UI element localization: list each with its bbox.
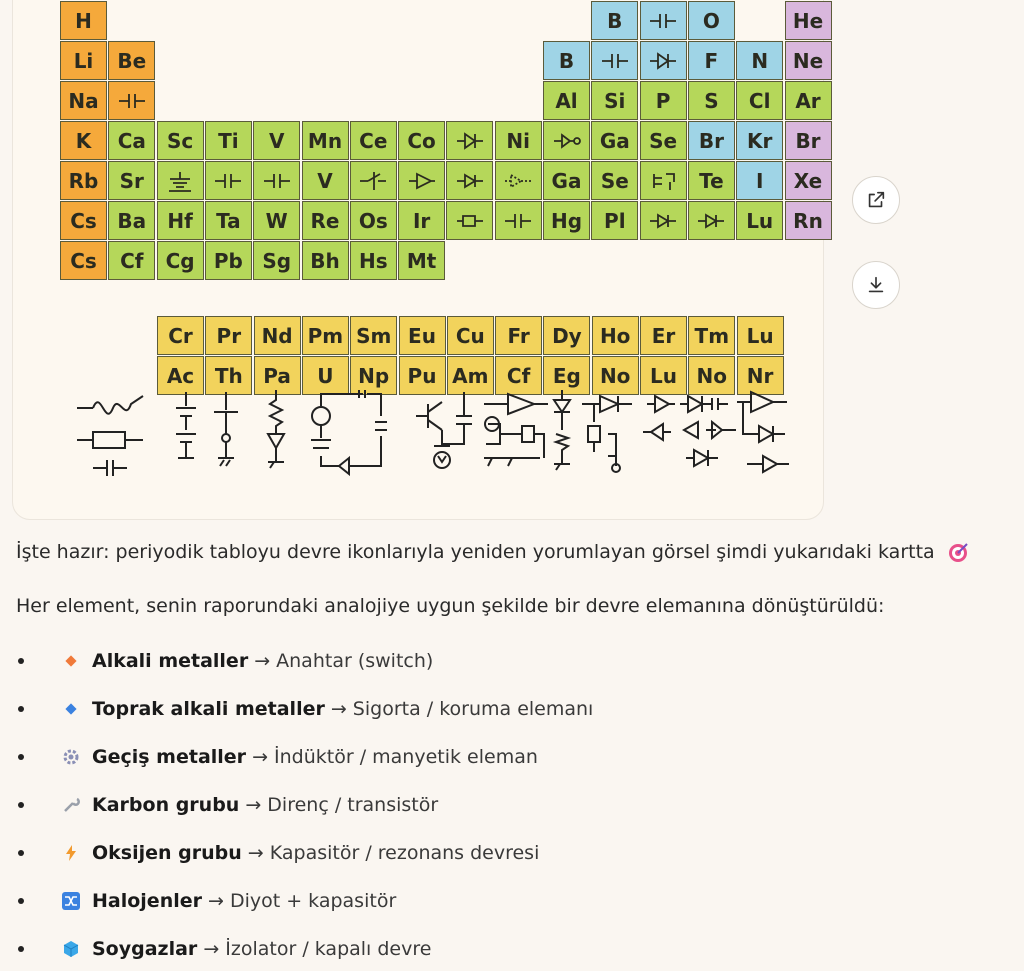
gear-icon [60,746,82,768]
element-cell [60,41,107,80]
diode-icon [455,130,485,152]
element-symbol: Eg [552,363,581,388]
list-item-title: Halojenler [92,890,202,912]
element-symbol: Tm [694,323,730,348]
element-cell [688,1,735,40]
element-cell [253,241,300,280]
list-item-text: → İndüktör / manyetik eleman [252,746,538,768]
element-symbol: Br [795,128,821,153]
element-symbol: Pb [213,248,243,273]
f-block-cell [640,316,687,355]
element-cell-relay-icon [640,161,687,200]
switch-icon [358,170,388,192]
element-symbol: Nd [261,323,293,348]
element-symbol: W [265,208,288,233]
element-cell-cap-icon [253,161,300,200]
element-cell [543,161,590,200]
element-symbol: U [317,363,334,388]
element-symbol: Cf [506,363,531,388]
element-cell [543,201,590,240]
element-symbol: P [655,88,671,113]
element-symbol: Lu [746,208,774,233]
element-symbol: Np [358,363,390,388]
tri-icon [407,170,437,192]
circuit-symbol [77,396,143,476]
element-cell [543,41,590,80]
f-block-cell [254,316,301,355]
element-symbol: Hg [550,208,583,233]
element-cell [108,121,155,160]
element-cell [785,161,832,200]
element-symbol: Ne [792,48,824,73]
list-item [16,742,538,772]
element-cell [157,121,204,160]
list-item-text: → Direnç / transistör [245,794,439,816]
circuit-symbols-row [73,386,803,476]
element-cell [495,121,542,160]
circuit-symbol [643,396,675,440]
element-cell [688,161,735,200]
element-symbol: Be [117,48,147,73]
element-symbol: S [704,88,719,113]
f-block-cell [543,316,590,355]
list-item-title: Geçiş metaller [92,746,247,768]
element-symbol: O [702,8,720,33]
element-symbol: Te [699,168,724,193]
element-cell-ground-icon [157,161,204,200]
element-cell-cap-icon [205,161,252,200]
element-cell [108,161,155,200]
element-cell [157,201,204,240]
list-item-title: Toprak alkali metaller [92,698,325,720]
bullet-dot [18,658,24,664]
element-symbol: Sc [166,128,194,153]
element-symbol: Cg [165,248,195,273]
element-symbol: Hf [167,208,193,233]
element-cell [398,241,445,280]
element-cell [253,121,300,160]
element-cell-diode2-icon [543,121,590,160]
element-symbol: B [558,48,575,73]
element-symbol: I [755,168,764,193]
element-symbol: Ar [795,88,821,113]
element-symbol: Br [698,128,724,153]
message-line-2: Her element, senin raporundaki analojiye uygun şekilde bir devre elemanına dönüştürüldü: [16,595,885,617]
element-symbol: N [751,48,769,73]
element-cell [205,121,252,160]
element-cell [688,41,735,80]
element-symbol: Th [214,363,243,388]
element-symbol: Lu [746,323,774,348]
element-symbol: Er [651,323,676,348]
bullet-dot [18,898,24,904]
element-cell [785,201,832,240]
element-cell [60,241,107,280]
relay-icon [648,170,678,192]
list-item-text: → Diyot + kapasitör [207,890,397,912]
element-cell [785,1,832,40]
download-button[interactable] [852,261,900,309]
element-cell [736,161,783,200]
element-symbol: Pr [216,323,242,348]
element-symbol: B [607,8,623,33]
f-block-cell [495,316,542,355]
element-cell [736,41,783,80]
list-item-text: → Kapasitör / rezonans devresi [247,842,540,864]
element-symbol: Sm [356,323,392,348]
element-cell [60,161,107,200]
element-symbol: Co [407,128,436,153]
list-item [16,646,433,676]
element-symbol: Cs [70,208,97,233]
list-item-title: Alkali metaller [92,650,249,672]
element-cell-tri2-icon [495,161,542,200]
blue-diamond-icon [60,698,82,720]
element-cell [688,81,735,120]
bullet-dot [18,802,24,808]
element-cell [60,121,107,160]
element-symbol: Ho [599,323,631,348]
element-cell-res-icon [446,201,493,240]
f-block-cell [592,316,639,355]
lightning-icon [60,842,82,864]
element-cell [302,161,349,200]
element-cell-led-icon [640,41,687,80]
element-cell-diode4-icon [688,201,735,240]
list-item [16,934,431,964]
f-block-cell [737,316,784,355]
element-symbol: Am [452,363,489,388]
element-cell-cap-icon [640,1,687,40]
element-symbol: Os [358,208,388,233]
element-symbol: Pu [407,363,437,388]
element-symbol: Mt [406,248,437,273]
element-cell [60,81,107,120]
element-cell [640,121,687,160]
element-cell [785,121,832,160]
list-item-text: → Anahtar (switch) [254,650,434,672]
tri2-icon [503,170,533,192]
element-symbol: Se [649,128,678,153]
element-symbol: Pa [263,363,291,388]
wrench-icon [60,794,82,816]
diode4-icon [696,210,726,232]
diode3-icon [455,170,485,192]
diode4-icon [648,210,678,232]
element-cell [591,81,638,120]
circuit-symbol [554,390,570,470]
element-cell [640,81,687,120]
element-cell-switch-icon [350,161,397,200]
target-icon [947,542,969,564]
element-symbol: Lu [650,363,677,388]
element-cell [785,41,832,80]
element-cell [785,81,832,120]
element-symbol: Sr [119,168,144,193]
element-symbol: Ir [412,208,431,233]
element-cell [591,1,638,40]
f-block-cell [399,316,446,355]
generated-image-card [12,0,824,520]
cap-icon [213,170,243,192]
element-cell [157,241,204,280]
element-symbol: Ga [551,168,582,193]
element-cell [253,201,300,240]
element-cell [108,201,155,240]
bullet-dot [18,754,24,760]
download-icon [865,274,887,296]
element-cell [108,41,155,80]
element-symbol: V [317,168,333,193]
element-cell [205,201,252,240]
circuit-symbol [484,394,548,466]
message-line-1 [16,541,1024,564]
cap-icon [648,10,678,32]
bullet-dot [18,946,24,952]
list-item-text: → Sigorta / koruma elemanı [330,698,594,720]
element-symbol: F [704,48,719,73]
element-symbol: Rb [68,168,99,193]
share-icon [865,189,887,211]
element-symbol: He [792,8,824,33]
element-symbol: No [599,363,631,388]
element-symbol: Re [310,208,340,233]
element-cell-tri-icon [398,161,445,200]
element-cell-diode4-icon [640,201,687,240]
bullet-dot [18,706,24,712]
element-cell [108,241,155,280]
element-symbol: Hs [358,248,388,273]
element-cell [688,121,735,160]
element-cell [60,201,107,240]
element-cell [591,201,638,240]
circuit-symbol [582,396,632,472]
element-symbol: Ta [216,208,241,233]
list-item [16,838,539,868]
element-symbol: Eu [408,323,436,348]
circuit-symbol [214,392,238,466]
element-symbol: Pm [307,323,344,348]
element-symbol: No [696,363,728,388]
cube-icon [60,938,82,960]
element-symbol: Ba [117,208,147,233]
element-cell [302,201,349,240]
element-symbol: Ti [218,128,239,153]
element-symbol: Li [73,48,94,73]
element-cell [736,121,783,160]
element-symbol: Cr [168,323,193,348]
cap-icon [503,210,533,232]
element-symbol: Rn [793,208,823,233]
element-cell-diode3-icon [446,161,493,200]
circuit-symbol [680,396,736,466]
f-block-cell [205,316,252,355]
list-item [16,886,396,916]
circuit-symbol [737,392,789,472]
list-item-text: → İzolator / kapalı devre [203,938,432,960]
element-cell [60,1,107,40]
element-symbol: Cf [120,248,144,273]
list-item-title: Oksijen grubu [92,842,242,864]
circuit-symbol [416,392,472,468]
element-symbol: Ac [166,363,195,388]
f-block-cell [350,316,397,355]
led-icon [648,50,678,72]
element-symbol: Si [604,88,626,113]
element-symbol: H [75,8,92,33]
circuit-symbol [311,390,387,474]
element-symbol: Cs [70,248,97,273]
ground-icon [165,170,195,192]
f-block-cell [302,316,349,355]
share-button[interactable] [852,176,900,224]
element-symbol: Nr [746,363,774,388]
element-cell [736,81,783,120]
element-symbol: Sg [262,248,292,273]
circuit-symbol [268,390,284,468]
element-symbol: Dy [552,323,582,348]
element-symbol: Kr [747,128,773,153]
element-symbol: Ni [506,128,530,153]
element-cell [591,161,638,200]
element-cell [398,121,445,160]
bullet-dot [18,850,24,856]
element-cell [350,121,397,160]
element-cell [736,201,783,240]
element-symbol: Na [68,88,99,113]
list-item-title: Karbon grubu [92,794,240,816]
list-item [16,790,438,820]
element-symbol: Bh [310,248,340,273]
element-cell [350,201,397,240]
res-icon [455,210,485,232]
element-symbol: K [75,128,92,153]
element-symbol: Al [555,88,578,113]
cap-icon [262,170,292,192]
element-symbol: Cl [748,88,771,113]
circuit-symbol [176,392,196,458]
list-item [16,694,593,724]
element-cell-diode-icon [446,121,493,160]
element-symbol: Ga [599,128,630,153]
element-symbol: Ca [117,128,146,153]
diode2-icon [552,130,582,152]
shuffle-icon [60,890,82,912]
list-item-title: Soygazlar [92,938,198,960]
f-block-cell [447,316,494,355]
element-symbol: V [268,128,285,153]
message-text: İşte hazır: periyodik tabloyu devre ikonlarıyla yeniden yorumlayan görsel şimdi yukarıdaki kartta [16,541,935,563]
element-cell [543,81,590,120]
element-symbol: Pl [604,208,626,233]
f-block-cell [157,316,204,355]
element-cell [350,241,397,280]
element-cell [591,121,638,160]
element-cell [398,201,445,240]
f-block-cell [688,316,735,355]
element-cell [302,241,349,280]
element-cell [205,241,252,280]
element-symbol: Mn [307,128,343,153]
element-cell [302,121,349,160]
element-cell-cap-icon [108,81,155,120]
cap-icon [600,50,630,72]
element-symbol: Cu [455,323,485,348]
element-symbol: Se [600,168,629,193]
element-cell-cap-icon [495,201,542,240]
element-symbol: Fr [507,323,530,348]
orange-diamond-icon [60,650,82,672]
element-cell-cap-icon [591,41,638,80]
cap-icon [117,90,147,112]
element-symbol: Ce [359,128,388,153]
element-symbol: Xe [793,168,823,193]
